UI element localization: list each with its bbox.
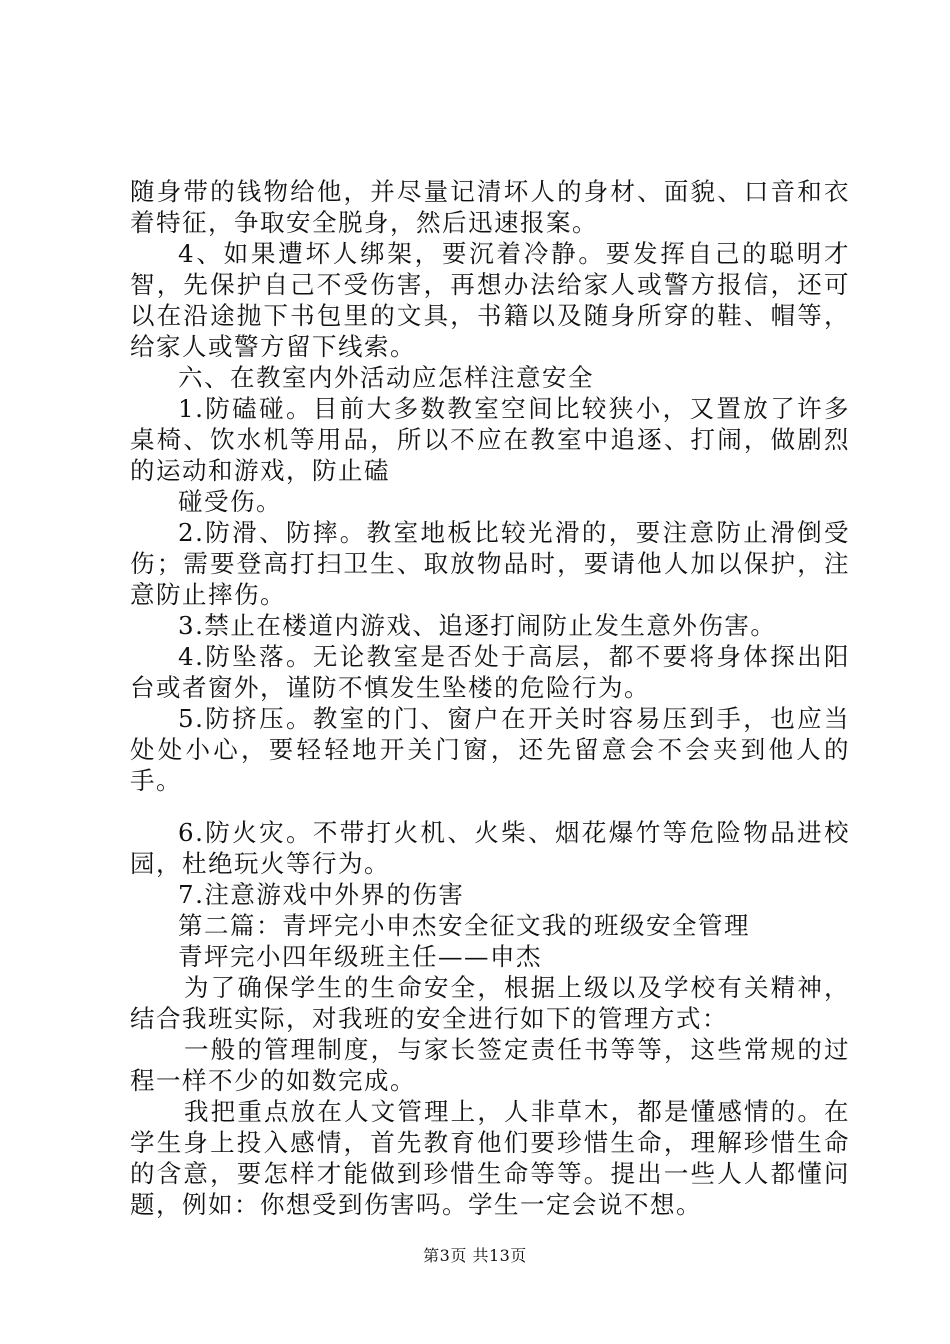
paragraph: 7.注意游戏中外界的伤害 xyxy=(178,880,465,909)
paragraph: 2.防滑、防摔。教室地板比较光滑的，要注意防止滑倒受伤；需要登高打扫卫生、取放物品时，要请他人加以保护，注意防止摔伤。 xyxy=(130,518,850,609)
document-body xyxy=(130,176,850,1220)
paragraph: 1.防磕碰。目前大多数教室空间比较狭小，又置放了许多桌椅、饮水机等用品，所以不应在教室中追逐、打闹，做剧烈的运动和游戏，防止磕 xyxy=(130,394,850,485)
paragraph: 为了确保学生的生命安全，根据上级以及学校有关精神，结合我班实际，对我班的安全进行如下的管理方式： xyxy=(130,973,850,1033)
page-number-footer: 第3页 共13页 xyxy=(423,1246,527,1265)
paragraph: 4、如果遭坏人绑架，要沉着冷静。要发挥自己的聪明才智，先保护自己不受伤害，再想办法给家人或警方报信，还可以在沿途抛下书包里的文具，书籍以及随身所穿的鞋、帽等，给家人或警方留下线索。 xyxy=(130,239,850,361)
article-author: 青坪完小四年级班主任——申杰 xyxy=(178,942,542,971)
paragraph: 3.禁止在楼道内游戏、追逐打闹防止发生意外伤害。 xyxy=(178,611,777,640)
paragraph: 6.防火灾。不带打火机、火柴、烟花爆竹等危险物品进校园，杜绝玩火等行为。 xyxy=(130,818,850,878)
paragraph: 碰受伤。 xyxy=(178,487,282,516)
paragraph: 4.防坠落。无论教室是否处于高层，都不要将身体探出阳台或者窗外，谨防不慎发生坠楼的危险行为。 xyxy=(130,642,850,702)
paragraph: 5.防挤压。教室的门、窗户在开关时容易压到手，也应当处处小心，要轻轻地开关门窗，还先留意会不会夹到他人的手。 xyxy=(130,704,850,795)
paragraph: 一般的管理制度，与家长签定责任书等等，这些常规的过程一样不少的如数完成。 xyxy=(130,1035,850,1095)
paragraph-spacer xyxy=(130,796,850,817)
paragraph: 我把重点放在人文管理上，人非草木，都是懂感情的。在学生身上投入感情，首先教育他们要珍惜生命，理解珍惜生命的含意，要怎样才能做到珍惜生命等等。提出一些人人都懂问题，例如：你想受到伤害吗。学生一定会说不想。 xyxy=(130,1097,850,1219)
paragraph: 随身带的钱物给他，并尽量记清坏人的身材、面貌、口音和衣着特征，争取安全脱身，然后迅速报案。 xyxy=(130,177,850,237)
section-heading: 六、在教室内外活动应怎样注意安全 xyxy=(178,363,594,392)
article-title: 第二篇：青坪完小申杰安全征文我的班级安全管理 xyxy=(178,911,750,940)
